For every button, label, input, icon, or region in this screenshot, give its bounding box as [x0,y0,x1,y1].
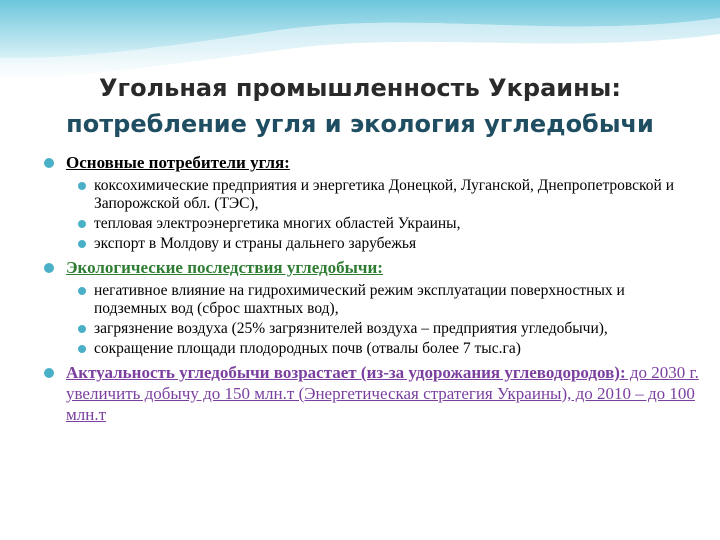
section-ecology [0,257,720,358]
title-line-1: Угольная промышленность Украины: [99,74,621,102]
title-line-2: потребление угля и экология угледобычи [66,110,654,138]
section-heading [0,257,720,278]
conclusion-rest-text[interactable]: до 2030 г. увеличить добычу до 150 млн.т (Энергетическая стратегия Украины), до 2010 – до 100 млн.т [66,363,699,424]
list-item-text: экспорт в Молдову и страны дальнего зарубежья [94,235,417,252]
list-item [0,215,720,233]
section-consumers [0,152,720,253]
list-item [0,340,720,358]
bullet-icon [78,325,86,333]
list-item [0,320,720,338]
consumers-heading: Основные потребители угля: [66,153,290,172]
list-item-text: коксохимические предприятия и энергетика Донецкой, Луганской, Днепропетровской и Запорожской обл. (ТЭС), [94,177,675,212]
section-heading [0,152,720,173]
list-item [0,282,720,318]
bullet-icon [78,345,86,353]
conclusion-bold-text[interactable]: Актуальность угледобычи возрастает (из-за удорожания углеводородов): [66,363,626,382]
bullet-icon [44,158,54,168]
conclusion-link[interactable] [0,362,720,425]
list-item-text: негативное влияние на гидрохимический режим эксплуатации поверхностных и подземных вод (сброс шахтных вод), [94,282,625,317]
bullet-icon [78,220,86,228]
ecology-heading[interactable]: Экологические последствия угледобычи: [66,258,383,277]
bullet-icon [44,368,54,378]
list-item-text: загрязнение воздуха (25% загрязнителей воздуха – предприятия угледобычи), [94,320,608,337]
list-item-text: сокращение площади плодородных почв (отвалы более 7 тыс.га) [94,340,521,357]
list-item [0,235,720,253]
bullet-icon [78,287,86,295]
bullet-icon [44,263,54,273]
bullet-icon [78,182,86,190]
bullet-icon [78,240,86,248]
list-item [0,177,720,213]
list-item-text: тепловая электроэнергетика многих областей Украины, [94,215,461,232]
slide-title [0,70,720,142]
slide-content [0,152,720,429]
